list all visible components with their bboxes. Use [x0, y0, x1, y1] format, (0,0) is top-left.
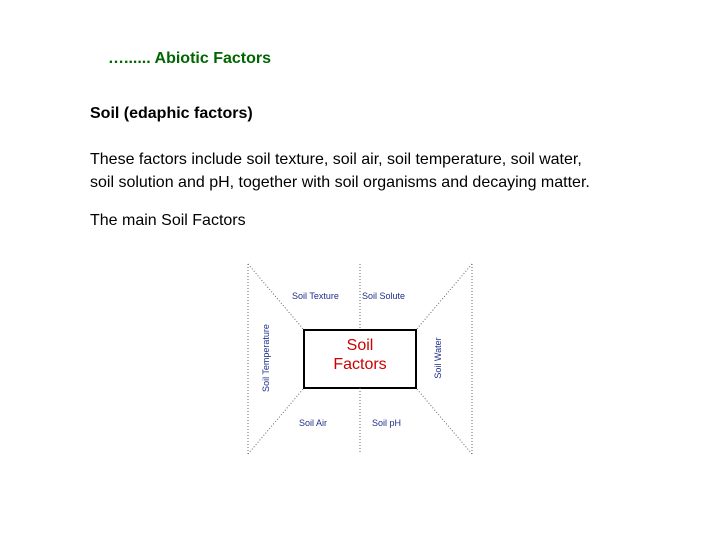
diagonal-bottom-left [248, 388, 304, 454]
body-paragraph [90, 148, 690, 194]
label-soil-ph: Soil pH [372, 418, 402, 428]
center-label-line: Factors [333, 356, 387, 373]
diagram-caption: The main Soil Factors [90, 212, 246, 229]
label-soil-water: Soil Water [433, 337, 443, 379]
slide-title: …...... Abiotic Factors [108, 50, 271, 67]
body-line: These factors include soil texture, soil air, soil temperature, soil water, [90, 151, 582, 168]
body-line: soil solution and pH, together with soil organisms and decaying matter. [90, 174, 590, 191]
label-soil-temperature: Soil Temperature [261, 324, 271, 392]
label-soil-air: Soil Air [299, 418, 328, 428]
section-heading: Soil (edaphic factors) [90, 105, 253, 122]
center-label-line: Soil [346, 337, 374, 354]
label-soil-solute: Soil Solute [362, 291, 406, 301]
soil-factors-diagram [240, 256, 480, 462]
label-soil-texture: Soil Texture [292, 291, 339, 301]
center-label [304, 336, 416, 374]
diagonal-bottom-right [416, 388, 472, 454]
diagonal-top-right [416, 264, 472, 330]
